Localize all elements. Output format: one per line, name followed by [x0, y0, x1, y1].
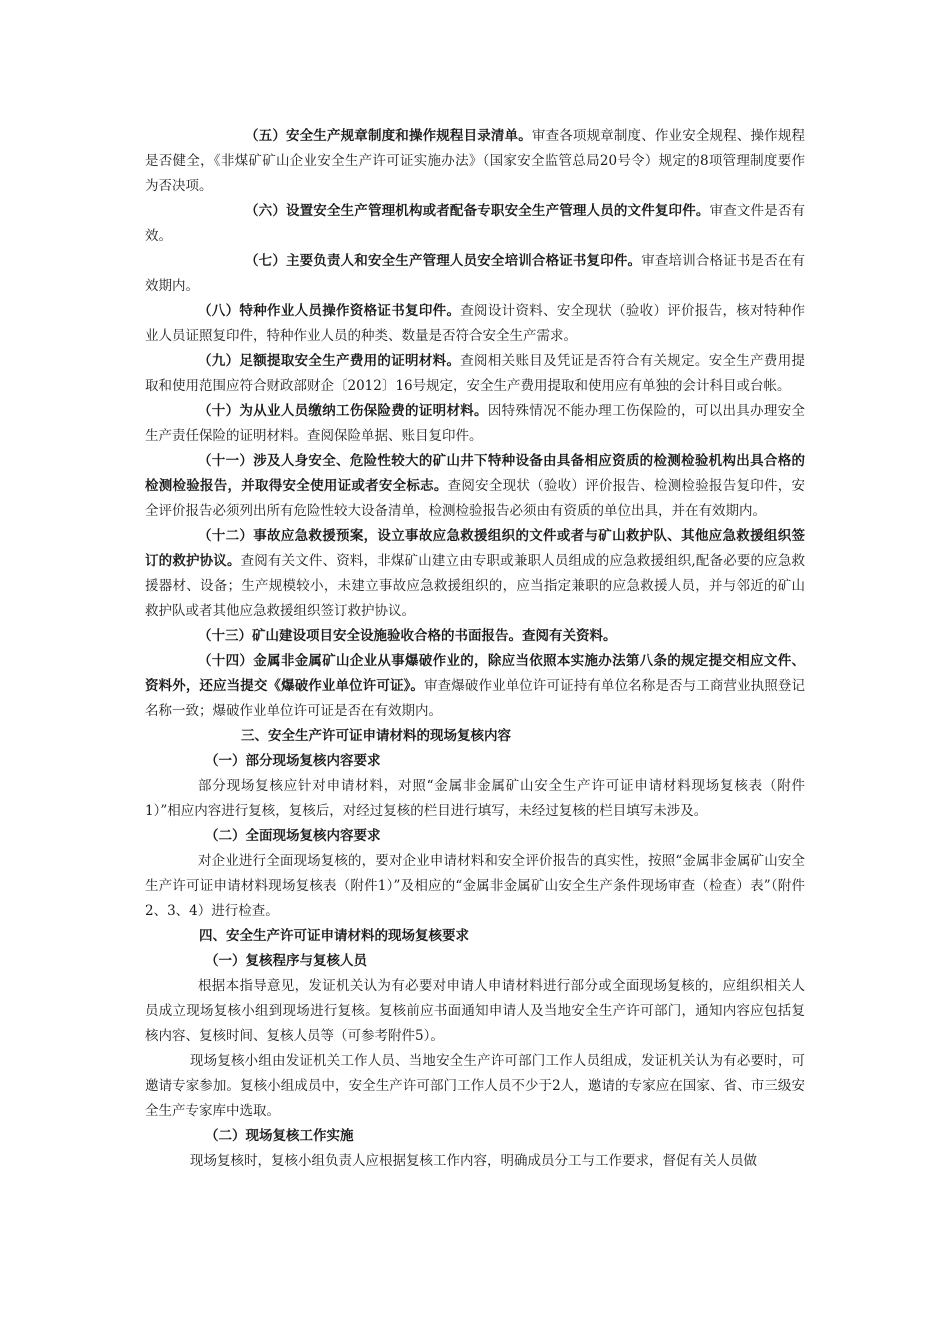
- section-3-sub1-title: （一）部分现场复核内容要求: [205, 753, 381, 769]
- item-heading: （九）足额提取安全生产费用的证明材料。: [198, 353, 461, 369]
- item-text: 查阅有关文件、资料，非煤矿山建立由专职或兼职人员组成的应急救援组织,配备必要的应急救援器材、设备；生产规模较小，未建立事故应急救援组织的，应当指定兼职的应急救援人员，并与邻近的矿山救护队或者其他应急救援组织签订救护协议。: [145, 553, 805, 619]
- item-heading: （十一）涉及人身安全、危险性较大的矿山井下特种设备由具备相应资质的检测检验机构出具合格的检测检验报告，并取得安全使用证或者安全标志。: [145, 453, 805, 494]
- paragraph-item-7: [145, 249, 805, 299]
- paragraph-item-11: [145, 449, 805, 524]
- paragraph-item-10: [145, 399, 805, 449]
- section-3-sub1-text: 部分现场复核应针对申请材料，对照“金属非金属矿山安全生产许可证申请材料现场复核表（附件1）”相应内容进行复核，复核后，对经过复核的栏目进行填写，未经过复核的栏目填写未涉及。: [145, 778, 805, 819]
- section-3-sub2-title: （二）全面现场复核内容要求: [205, 828, 381, 844]
- item-text: 因特殊情况不能办理工伤保险的，可以出具办理安全生产责任保险的证明材料。查阅保险单据、账目复印件。: [145, 403, 806, 444]
- item-text: 审查培训合格证书是否在有效期内。: [145, 253, 806, 294]
- item-text: 审查各项规章制度、作业安全规程、操作规程是否健全，《非煤矿矿山企业安全生产许可证实施办法》（国家安全监管总局20号令）规定的8项管理制度要作为否决项。: [145, 128, 806, 194]
- section-4-sub1-title: （一）复核程序与复核人员: [205, 953, 367, 969]
- item-heading: （十四）金属非金属矿山企业从事爆破作业的，除应当依照本实施办法第八条的规定提交相应文件、资料外，还应当提交《爆破作业单位许可证》。: [145, 653, 805, 694]
- item-text: 查阅设计资料、安全现状（验收）评价报告，核对特种作业人员证照复印件，特种作业人员的种类、数量是否符合安全生产需求。: [145, 303, 806, 344]
- item-heading: （八）特种作业人员操作资格证书复印件。: [198, 303, 461, 319]
- section-4-sub1-text-2: 现场复核小组由发证机关工作人员、当地安全生产许可部门工作人员组成，发证机关认为有必要时，可邀请专家参加。复核小组成员中，安全生产许可部门工作人员不少于2人，邀请的专家应在国家、省、市三级安全生产专家库中选取。: [145, 1053, 805, 1119]
- item-heading: （十三）矿山建设项目安全设施验收合格的书面报告。查阅有关资料。: [198, 628, 617, 644]
- paragraph-item-8: [145, 299, 805, 349]
- document-page: [145, 124, 805, 1174]
- item-heading: （六）设置安全生产管理机构或者配备专职安全生产管理人员的文件复印件。: [245, 203, 710, 219]
- item-text: 查阅相关账目及凭证是否符合有关规定。安全生产费用提取和使用范围应符合财政部财企〔2012〕16号规定，安全生产费用提取和使用应有单独的会计科目或台帐。: [145, 353, 806, 394]
- paragraph-item-13: [145, 624, 805, 649]
- item-text: 查阅安全现状（验收）评价报告、检测检验报告复印件，安全评价报告必须列出所有危险性较大设备清单，检测检验报告必须由有资质的单位出具，并在有效期内。: [145, 478, 806, 519]
- item-text: 审查爆破作业单位许可证持有单位名称是否与工商营业执照登记名称一致；爆破作业单位许可证是否在有效期内。: [145, 678, 805, 719]
- section-4-sub2-text: 现场复核时，复核小组负责人应根据复核工作内容，明确成员分工与工作要求，督促有关人员做: [190, 1153, 757, 1169]
- paragraph-item-12: [145, 524, 805, 624]
- section-3-sub2-text: 对企业进行全面现场复核的，要对企业申请材料和安全评价报告的真实性，按照“金属非金属矿山安全生产许可证申请材料现场复核表（附件1）”及相应的“金属非金属矿山安全生产条件现场审查（检查）表”（附件2、3、4）进行检查。: [145, 853, 805, 919]
- paragraph-item-6: [145, 199, 805, 249]
- paragraph-item-5: [145, 124, 805, 199]
- section-4-sub2-title: （二）现场复核工作实施: [205, 1128, 354, 1144]
- paragraph-item-14: [145, 649, 805, 724]
- paragraph-item-9: [145, 349, 805, 399]
- item-text: 审查文件是否有效。: [145, 203, 806, 244]
- item-heading: （十）为从业人员缴纳工伤保险费的证明材料。: [198, 403, 488, 419]
- section-4-sub1-text-1: 根据本指导意见，发证机关认为有必要对申请人申请材料进行部分或全面现场复核的，应组织相关人员成立现场复核小组到现场进行复核。复核前应书面通知申请人及当地安全生产许可部门，通知内容应包括复核内容、复核时间、复核人员等（可参考附件5）。: [145, 978, 805, 1044]
- section-3-title: 三、安全生产许可证申请材料的现场复核内容: [241, 728, 511, 744]
- section-4-title: 四、安全生产许可证申请材料的现场复核要求: [199, 928, 469, 944]
- item-heading: （十二）事故应急救援预案，设立事故应急救援组织的文件或者与矿山救护队、其他应急救援组织签订的救护协议。: [145, 528, 805, 569]
- item-heading: （七）主要负责人和安全生产管理人员安全培训合格证书复印件。: [245, 253, 642, 269]
- item-heading: （五）安全生产规章制度和操作规程目录清单。: [245, 128, 532, 144]
